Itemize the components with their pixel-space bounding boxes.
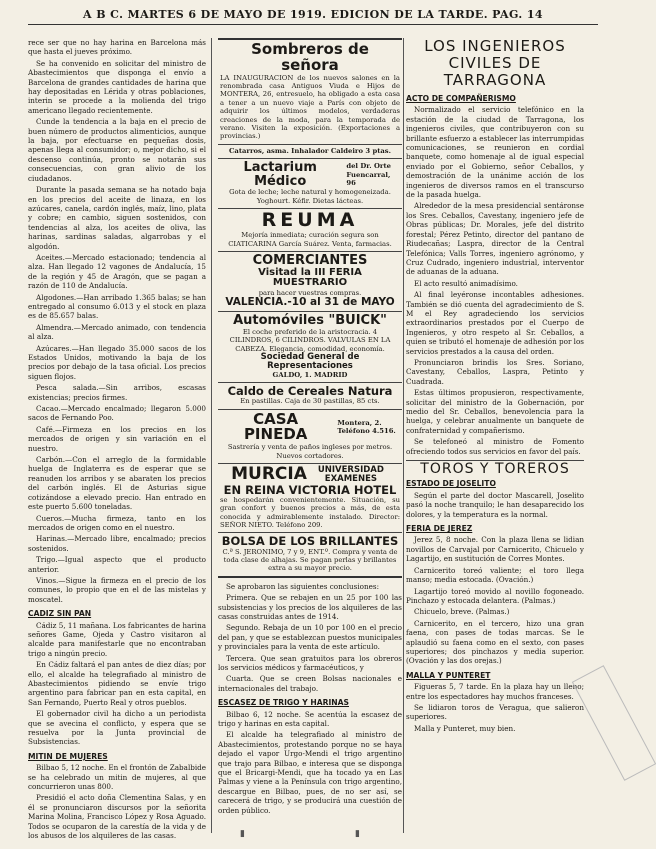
ad-text: LA INAUGURACION de los nuevos salones en la renombrada casa Antiguos Viuda e Hijos de MONTERA, 26, entresuelo, ha obligado a esta casa a tener a un nuevo viaje a París con objeto de adquirir los últimos modelos, verdaderas creaciones de la moda, para la temporada de verano. Visiten la exposición. (Exportaciones a provincias.) [220,73,400,141]
paragraph: Según el parte del doctor Mascarell, Joselito pasó la noche tranquilo; le han desaparecido los dolores, y la temperatura es la normal. [406,490,584,519]
paragraph: Malla y Punteret, muy bien. [414,723,516,733]
article-title: TOROS Y TOREROS [420,461,570,478]
paragraph: Pronunciaron brindis los Sres. Soriano, Cavestany, Ceballos, Laspra, Petinto y Cuadrada. [406,357,584,386]
ad-casa-pineda [218,410,402,464]
paragraph: Lagartijo toreó movido al novillo fogoneado. Pinchazo y estocada delantera. (Palmas.) [406,586,584,605]
ad-catarros: Catarros, asma. Inhalador Caldeiro 3 ptas. [218,145,402,159]
section-heading: ESTADO DE JOSELITO [406,479,496,489]
paragraph: Cueros.—Mucha firmeza, tanto en los mercados de origen como en el nuestro. [28,513,206,532]
paragraph: El alcalde ha telegrafiado al ministro de Abastecimientos, protestando porque no se haya dejado el vapor Urgo-Mendi el trigo argentino que trajo para Bilbao, e interesa que se disponga que el Bricargi-Mendi, que ha tocado ya en Las Palmas y viene a la Península con trigo argentino, descargue en Bilbao, pues, de no ser así, se carecerá de trigo, y se producirá una cuestión de orden público. [218,730,402,815]
paragraph: rece ser que no hay harina en Barcelona más que hasta el jueves próximo. [28,38,206,57]
section-heading: FERIA DE JEREZ [406,524,473,534]
paragraph: Al final leyéronse incontables adhesiones. También se dió cuenta del agradecimiento de S. M el Rey agradeciendo los servicios extraordinarios prestados por el Cuerpo de Ingenieros, y otro respeto al Sr. Ceballos, a quien se tributó el homenaje de adhesión por los servicios prestados a la causa del orden. [406,290,584,356]
ad-buick [218,312,402,383]
registration-mark: ▮ [355,829,360,839]
paragraph: Azúcares.—Han llegado 35.000 sacos de los Estados Unidos, motivando la baja de los precios por debajo de la tasa oficial. Los precios siguen flojos. [28,343,206,381]
column-left [28,38,206,841]
section-heading: ESCASEZ DE TRIGO Y HARINAS [218,698,349,708]
paragraph: Carbón.—Con el arreglo de la formidable huelga de Inglaterra es de esperar que se reanuden los arribos y se abaraten los precios del carbón inglés. El de Asturias sigue cotizándose a elevado precio. Han entrado en este puerto 5.600 toneladas. [28,455,206,512]
paragraph: Presidió el acto doña Clementina Salas, y en él se pronunciaron discursos por la señorita Marina Molina, Francisco López y Rosa Aguado. Todos se ocuparon de la carestía de la vida y de los abusos de los alquileres de las casas. [28,793,206,841]
ad-reuma [218,209,402,252]
section-heading: MALLA Y PUNTERET [406,670,491,680]
paragraph: Estas últimos propusieron, respectivamente, solicitar del ministro de la Gobernación, por medio del Sr. Ceballos, benevolencia para la huelga, y celebrar anualmente un banquete de confraternidad y compañerismo. [406,388,584,435]
ad-text: C.ª S. JERONIMO, 7 y 9, ENT.º. Compra y venta de toda clase de alhajas. Se pagan perlas y brillantes extra a su mayor precio. [222,547,398,573]
ad-text: para hacer vuestras compras. [258,288,362,297]
ad-title: REUMA [261,209,359,232]
ad-title: CASA PINEDA [243,409,308,444]
paragraph: Se lidiaron toros de Veragua, que salieron superiores. [406,702,584,722]
paragraph: Cádiz 5, 11 mañana. Los fabricantes de harina señores Game, Ojeda y Castro visitaron al alcalde para manifestarle que no encontraban trigo a ningún precio. [28,620,206,658]
paragraph: Se aprobaron las siguientes conclusiones: [226,581,379,591]
paragraph: Bilbao 5, 12 noche. En el frontón de Zabalbide se ha celebrado un mitin de mujeres, al que concurrieron unas 800. [28,763,206,792]
ad-heading: UNIVERSIDAD EXAMENES [317,464,384,484]
watermark-corner [572,665,656,781]
ad-text: En pastillas. Caja de 30 pastillas, 85 cts. [240,397,380,406]
paragraph: Tercera. Que sean gratuitos para los obreros los servicios médicos y farmacéuticos, y [218,653,402,673]
paragraph: Almendra.—Mercado animado, con tendencia al alza. [28,322,206,342]
article-title: LOS INGENIEROS CIVILES DE TARRAGONA [424,37,566,89]
section-heading: MITIN DE MUJERES [28,751,108,761]
ad-title: COMERCIANTES [252,253,368,268]
paragraph: El gobernador civil ha dicho a un periodista que se avecina el conflicto, y espera que se resuelva por la Junta provincial de Subsistencias. [28,709,206,747]
ad-text: Gota de leche; leche natural y homogeneizada. Yoghourt. Kéfir. Dietas lácteas. [229,188,391,205]
paragraph: Cuarta. Que se creen Bolsas nacionales e internacionales del trabajo. [218,674,402,693]
paragraph: Segundo. Rebaja de un 10 por 100 en el precio del pan, y que se establezcan puestos municipales y provinciales para la venta de este artículo. [218,623,402,652]
ad-caldo [218,383,402,409]
paragraph: Carnicerito toreó valiente; el toro llega manso; media estocada. (Ovación.) [406,565,584,585]
paragraph: Se ha convenido en solicitar del ministro de Abastecimientos que disponga el envío a Barcelona de grandes cantidades de harina que hay depositadas en Lérida y otras poblaciones, interin se procede a la molienda del trigo americano llegado recientemente. [28,58,206,115]
paragraph: Bilbao 6, 12 noche. Se acentúa la escasez de trigo y harinas en esta capital. [218,709,402,729]
column-divider [403,38,404,833]
paragraph: Pesca salada.—Sin arribos, escasas existencias; precios firmes. [28,383,206,402]
paragraph: Café.—Firmeza en los precios en los mercados de origen y sin variación en el nuestro. [28,424,206,453]
ad-date: VALENCIA.-10 al 31 de MAYO [225,296,395,309]
ad-feria-muestrario [218,252,402,312]
paragraph: Normalizado el servicio telefónico en la estación de la ciudad de Tarragona, los ingenieros civiles, que contribuyeron con su brillante esfuerzo a establecer las interrumpidas comunicaciones, se reunieron en cordial banquete, como homenaje al de igual especial enviado por el Gobierno, señor Ceballos, y demostración de la unánime acción de los ingenieros de diversos ramos en el transcurso de la pasada huelga. [406,105,584,200]
ad-agent: Sociedad General de Representaciones [260,351,360,371]
paragraph: En Cádiz faltará el pan antes de diez días; por ello, el alcalde ha telegrafiado al ministro de Abastecimientos pidiendo se envíe trigo argentino para fabricar pan en esta capital, en San Fernando, Puerto Real y otros pueblos. [28,660,206,707]
page-header: A B C. MARTES 6 DE MAYO DE 1919. EDICION DE LA TARDE. PAG. 14 [28,8,598,25]
column-right [406,38,584,835]
ad-text: El coche preferido de la aristocracia. 4 CILINDROS, 6 CILINDROS. VALVULAS EN LA CABEZA. Elegancia, comodidad, economía. [229,327,391,353]
paragraph: Durante la pasada semana se ha notado baja en los precios del aceite de linaza, en los azúcares, canela, cardón inglés, maíz, lino, plata y cobre; en cambio, siguen sostenidos, con tendencias al alza, los aceites de oliva, las harinas, sardinas saladas, algarrobas y el algodón. [28,185,206,251]
paragraph: Chicuelo, breve. (Palmas.) [414,607,510,617]
ad-title: Caldo de Cereales Natura [227,384,393,399]
ad-title: Sombreros de señora [251,40,369,74]
paragraph: Jerez 5, 8 noche. Con la plaza llena se lidian novillos de Carvajal por Carnicerito, Chicuelo y Lagartijo, en sustitución de Corres Montes. [406,535,584,564]
paragraph: Primera. Que se rebajen en un 25 por 100 las subsistencias y los precios de los alquileres de las casas construidas antes de 1914. [218,593,402,621]
paragraph: Alrededor de la mesa presidencial sentáronse los Sres. Ceballos, Cavestany, ingeniero jefe de Obras públicas; Dr. Morales, jefe del distrito forestal; Pérez Petinto, director del pantano de Riudecañas; Laspra, director de la Central Telefónica; Valls Torres, ingeniero agrónomo, y Cruz Cudrado, ingeniero industrial, interventor de aduanas de la aduana. [406,201,584,277]
ad-text: Mejoría inmediata; curación segura son CIATICARINA García Suárez. Venta, farmacias. [228,231,392,248]
paragraph: Trigo.—Igual aspecto que el producto anterior. [28,555,206,574]
ad-address: GALDO, 1. MADRID [272,370,348,379]
paragraph: Carnicerito, en el tercero, hizo una gran faena, con pases de todas marcas. Se le aplaudió su faena como en el sexto, con pases superiores; dos pinchazos y media superior. (Ovación y las dos orejas.) [406,618,584,666]
ad-lactarium [218,159,402,209]
ad-text: se hospedarán convenientemente. Situación, su gran confort y buenos precios a más, de esta conocida y admirablemente instalado. Director: SEÑOR NIETO. Teléfono 209. [220,495,400,530]
paragraph: El acto resultó animadísimo. [414,278,518,288]
section-heading: CADIZ SIN PAN [28,609,92,619]
ad-bolsa-brillantes [218,533,402,577]
paragraph: Cacao.—Mercado encalmado; llegaron 5.000 sacos de Fernando Poo. [28,404,206,423]
column-middle [218,38,402,835]
paragraph: Cunde la tendencia a la baja en el precio de buen número de productos alimenticios, aunque la baja, por efectuarse en pequeñas dosis, apenas llega al consumidor; o, mejor dicho, si el descenso continúa, pronto se notarán sus consecuencias, con gran alivio de los ciudadanos. [28,117,206,183]
ad-title: Lactarium Médico [243,160,317,189]
ad-sombreros [218,38,402,145]
column-divider [211,38,212,833]
ad-city: MURCIA [231,463,307,484]
paragraph: Figueras 5, 7 tarde. En la plaza hay un lleno; entre los espectadores hay muchos franceses. [406,682,584,701]
section-heading: ACTO DE COMPAÑERISMO [406,94,516,103]
registration-mark: ▮ [240,829,245,839]
paragraph: Harinas.—Mercado libre, encalmado; precios sostenidos. [28,534,206,553]
ad-murcia-hotel [218,464,402,534]
paragraph: Se telefoneó al ministro de Fomento ofreciendo todos sus servicios en favor del país. [406,437,584,456]
ad-title: Automóviles "BUICK" [233,313,387,329]
ad-address: Montera, 2. Teléfono 4.516. [337,418,396,436]
paragraph: Algodones.—Han arribado 1.365 balas; se han entregado al consumo 6.013 y el stock en plaza es de 85.657 balas. [28,292,206,321]
ad-title: BOLSA DE LOS BRILLANTES [221,534,399,549]
ad-title: EN REINA VICTORIA HOTEL [223,482,397,497]
ad-text: Sastrería y venta de paños ingleses por metros. Nuevos cortadores. [227,443,393,460]
paragraph: Aceites.—Mercado estacionado; tendencia al alza. Han llegado 12 vagones de Andalucía, 15 de la región y 45 de Aragón, que se pagan a razón de 110 de Andalucía. [28,252,206,291]
paragraph: Vinos.—Sigue la firmeza en el precio de los comunes, lo propio que en el de las mistelas y moscatel. [28,575,206,604]
ad-address: del Dr. Orte Fuencarral, 96 [346,162,391,187]
ad-subtitle: Visitad la III FERIA MUESTRARIO [258,266,362,289]
article-mitin-continued [218,582,402,815]
